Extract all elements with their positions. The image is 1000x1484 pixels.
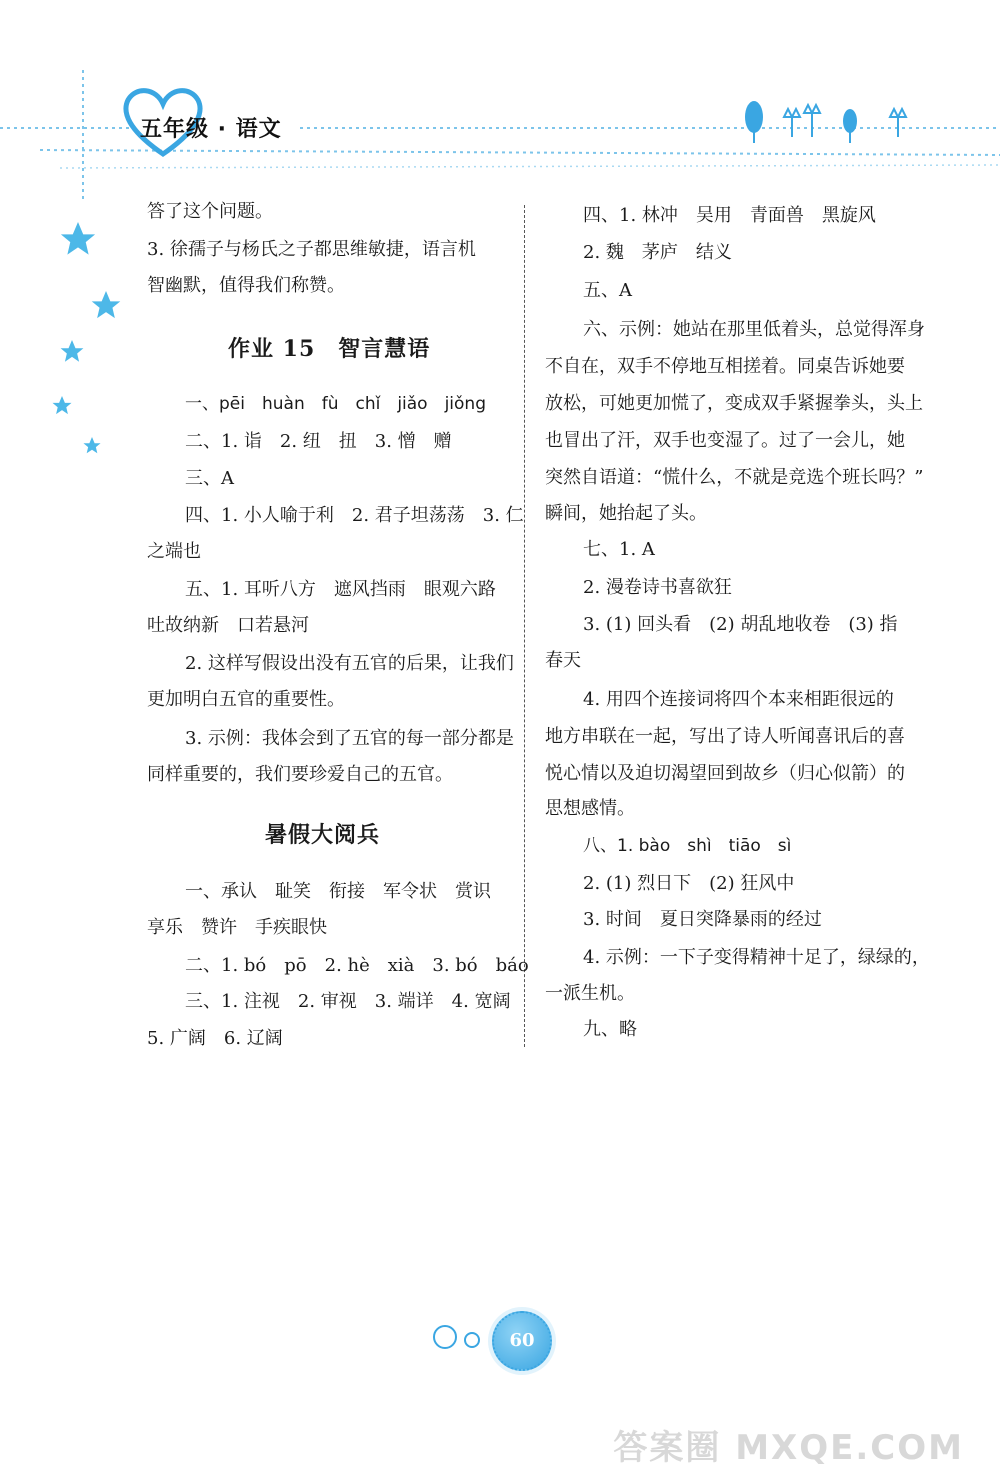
text-line: 4. 用四个连接词将四个本来相距很远的 <box>583 689 894 710</box>
text-line: 答了这个问题。 <box>147 201 273 222</box>
bubble-decoration-icon <box>430 1322 490 1352</box>
text-line: 3. 示例：我体会到了五官的每一部分都是 <box>185 728 514 749</box>
text-line: 四、1. 林冲 吴用 青面兽 黑旋风 <box>583 205 876 226</box>
text-line: 五、1. 耳听八方 遮风挡雨 眼观六路 <box>185 579 496 600</box>
section-heading: 暑假大阅兵 <box>265 822 381 848</box>
text-line: 四、1. 小人喻于利 2. 君子坦荡荡 3. 仁 <box>185 505 524 526</box>
text-line: 吐故纳新 口若悬河 <box>147 615 309 636</box>
text-line: 2. 漫卷诗书喜欲狂 <box>583 577 732 598</box>
text-line: 地方串联在一起，写出了诗人听闻喜讯后的喜 <box>545 726 905 747</box>
text-line: 一派生机。 <box>545 983 635 1004</box>
text-line: 2. 魏 茅庐 结义 <box>583 242 732 263</box>
text-line: 3. 徐孺子与杨氏之子都思维敏捷，语言机 <box>147 239 476 260</box>
header-title: 五年级 · 语文 <box>140 117 282 142</box>
text-line: 之端也 <box>147 541 201 562</box>
text-line: 2. (1) 烈日下 (2) 狂风中 <box>583 873 795 894</box>
text-line: 4. 示例：一下子变得精神十足了，绿绿的， <box>583 947 930 968</box>
text-line: 三、A <box>185 468 234 489</box>
text-line: 七、1. A <box>583 539 655 560</box>
column-divider <box>524 205 526 1047</box>
text-line: 悦心情以及迫切渴望回到故乡（归心似箭）的 <box>545 763 905 784</box>
watermark-logo: 答案圈 MXQE.COM <box>613 1428 964 1468</box>
page-number: 60 <box>492 1311 552 1371</box>
text-line: 更加明白五官的重要性。 <box>147 689 345 710</box>
text-line: 2. 这样写假设出没有五官的后果，让我们 <box>185 653 514 674</box>
text-line: 5. 广阔 6. 辽阔 <box>147 1028 283 1049</box>
text-line: 春天 <box>545 650 581 671</box>
section-heading: 作业 15 智言慧语 <box>228 336 431 362</box>
text-line: 二、1. 诣 2. 纽 扭 3. 憎 赠 <box>185 431 452 452</box>
text-line: 放松，可她更加慌了，变成双手紧握拳头，头上 <box>545 393 923 414</box>
star-decoration-icon <box>40 210 140 470</box>
text-line: 思想感情。 <box>545 798 635 819</box>
text-line: 也冒出了汗，双手也变湿了。过了一会儿，她 <box>545 430 905 451</box>
text-line: 同样重要的，我们要珍爱自己的五官。 <box>147 764 453 785</box>
text-line: 三、1. 注视 2. 审视 3. 端详 4. 宽阔 <box>185 991 511 1012</box>
text-line: 一、承认 耻笑 衔接 军令状 赏识 <box>185 881 491 902</box>
text-line: 突然自语道：“慌什么，不就是竞选个班长吗？” <box>545 467 924 488</box>
text-line: 一、pēi huàn fù chǐ jiǎo jiǒng <box>185 394 486 414</box>
text-line: 瞬间，她抬起了头。 <box>545 503 707 524</box>
text-line: 智幽默，值得我们称赞。 <box>147 275 345 296</box>
text-line: 九、略 <box>583 1019 637 1040</box>
text-line: 六、示例：她站在那里低着头，总觉得浑身 <box>583 319 925 340</box>
text-line: 3. (1) 回头看 (2) 胡乱地收卷 (3) 指 <box>583 614 898 635</box>
text-line: 3. 时间 夏日突降暴雨的经过 <box>583 909 822 930</box>
text-line: 不自在，双手不停地互相搓着。同桌告诉她要 <box>545 356 905 377</box>
text-line: 八、1. bào shì tiāo sì <box>583 836 792 856</box>
tulip-decoration-icon <box>740 95 920 145</box>
text-line: 享乐 赞许 手疾眼快 <box>147 917 327 938</box>
text-line: 二、1. bó pō 2. hè xià 3. bó báo <box>185 955 529 976</box>
text-line: 五、A <box>583 280 632 301</box>
